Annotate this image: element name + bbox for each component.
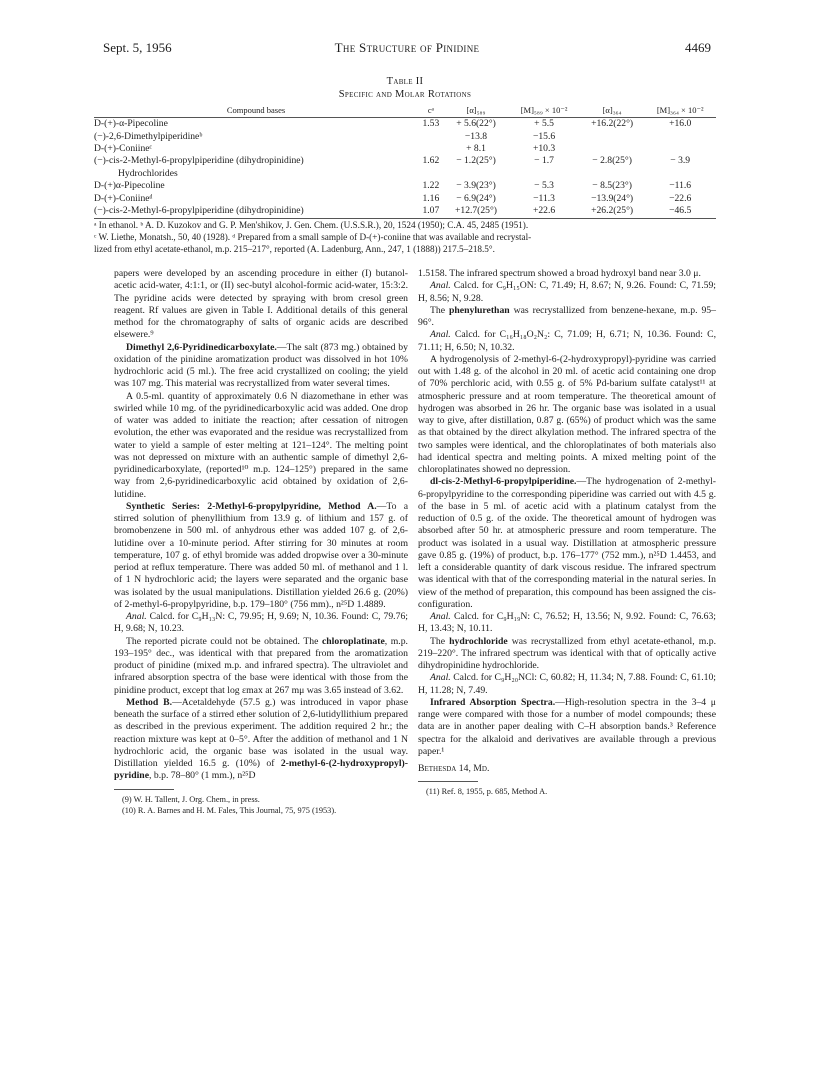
- section-heading: Synthetic Series: 2-Methyl-6-propylpyridine, Method A.: [126, 500, 377, 512]
- value-cell: 1.07: [422, 205, 440, 217]
- value-cell: [580, 143, 644, 155]
- paragraph: The reported picrate could not be obtained. The chloroplatinate, m.p. 193–195° dec., was identical with that prepared from the aromatization product of pinidine (mixed m.p. and infrared spectra). The ultraviolet and infrared absorption spectra of the base were identical with those from the pinidine product, except that log εmax at 267 mμ was 3.65 instead of 3.62.: [114, 635, 408, 696]
- paragraph: dl-cis-2-Methyl-6-propylpiperidine.—The hydrogenation of 2-methyl-6-propylpyridine to the corresponding piperidine was carried out with 4.5 g. of the base in 5 ml. of acetic acid with a platinum catalyst from the reduction of 0.5 g. of the oxide. The theoretical amount of hydrogen was absorbed after 50 hr. at atmospheric pressure and room temperature. The product was isolated in a usual way. Distillation at atmospheric pressure gave 0.85 g. (19%) of product, b.p. 176–177° (752 mm.), n²⁵D 1.4453, and left a considerable quantity of dark viscous residue. The infrared spectrum was identical with that of the corresponding material in the natural series. In view of the method of preparation, this compound has been assigned the cis-configuration.: [418, 476, 716, 610]
- paragraph: Anal. Calcd. for C₉H₁₉N: C, 76.52; H, 13.56; N, 9.92. Found: C, 76.63; H, 13.43; N, 10.11.: [418, 611, 716, 635]
- value-cell: 1.16: [422, 192, 440, 204]
- value-cell: 1.62: [422, 155, 440, 167]
- references: [418, 786, 716, 797]
- value-cell: −11.3: [533, 192, 555, 204]
- table-footnote: ᵃ In ethanol. ᵇ A. D. Kuzokov and G. P. Men'shikov, J. Gen. Chem. (U.S.S.R.), 20, 1524 (1950); C.A. 45, 2485 (1951).: [94, 220, 529, 231]
- compound-cell: D-(+)-α-Pipecoline: [94, 118, 168, 130]
- paragraph: Anal. Calcd. for C₁₆H₁₈O₂N₂: C, 71.09; H, 6.71; N, 10.36. Found: C, 71.11; H, 6.50; N, 10.32.: [418, 329, 716, 353]
- anal-label: Anal.: [430, 329, 451, 341]
- value-cell: − 3.9(23°): [456, 180, 496, 192]
- compound-cell: Hydrochlorides: [118, 167, 178, 179]
- paragraph: The hydrochloride was recrystallized from ethyl acetate-ethanol, m.p. 219–220°. The infrared spectrum was identical with that of optically active dihydropinidine hydrochloride.: [418, 635, 716, 671]
- page-number: 4469: [685, 40, 711, 55]
- compound-name: chloroplatinate: [321, 635, 385, 647]
- value-cell: −22.6: [669, 192, 692, 204]
- value-cell: +12.7(25°): [454, 205, 498, 217]
- reference: (10) R. A. Barnes and H. M. Fales, This Journal, 75, 975 (1953).: [122, 805, 337, 815]
- value-cell: + 8.1: [466, 143, 486, 155]
- value-cell: 1.53: [422, 118, 440, 130]
- value-cell: + 5.6(22°): [456, 118, 496, 130]
- table-row: [94, 155, 716, 167]
- value-cell: [418, 143, 444, 155]
- value-cell: [580, 131, 644, 143]
- table-row: [94, 205, 716, 217]
- value-cell: + 5.5: [534, 118, 554, 130]
- value-cell: −15.6: [532, 130, 556, 142]
- value-cell: +16.2(22°): [591, 118, 634, 130]
- paragraph: Infrared Absorption Spectra.—High-resolution spectra in the 3–4 μ range were compared with those for a number of model compounds; these data are in another paper dealing with C–H absorption bands.³ Reference spectra for the alkaloid and derivatives are available through a previous paper.¹: [418, 696, 717, 757]
- paragraph: The phenylurethan was recrystallized from benzene-hexane, m.p. 95–96°.: [418, 304, 716, 328]
- reference: (11) Ref. 8, 1955, p. 685, Method A.: [426, 787, 548, 797]
- table-row: [94, 131, 716, 143]
- value-cell: [418, 131, 444, 143]
- section-heading: Method B.: [126, 696, 173, 708]
- page-header: [103, 40, 711, 56]
- compound-name: phenylurethan: [449, 304, 510, 316]
- value-cell: 1.22: [422, 180, 440, 192]
- compound-cell: (−)-cis-2-Methyl-6-propylpiperidine (dihydropinidine): [94, 155, 304, 167]
- value-cell: +26.2(25°): [591, 205, 634, 217]
- value-cell: − 3.9: [670, 155, 691, 167]
- paragraph: A 0.5-ml. quantity of approximately 0.6 N diazomethane in ether was swirled while 10 mg. of the pyridinedicarboxylic acid was added. One drop of water was added to initiate the reaction; after cessation of nitrogen evolution, the ether was evaporated and the residue was recrystallized from water to yield a sample of ester melting at 121–124°. The melting point was not depressed on mixture with an authentic sample of dimethyl 2,6-pyridinedicarboxylate, (reported¹⁰ m.p. 124–125°) prepared in the same way from 2,6-pyridinedicarboxylic acid obtained by oxidation of 2,6-lutidine.: [114, 390, 408, 500]
- rotations-table-block: [94, 76, 716, 255]
- paragraph: 1.5158. The infrared spectrum showed a broad hydroxyl band near 3.0 μ.: [418, 268, 701, 279]
- table-row: [94, 193, 716, 205]
- left-column: [114, 268, 408, 816]
- anal-label: Anal.: [126, 611, 147, 622]
- value-cell: +22.6: [532, 205, 556, 217]
- paragraph: Dimethyl 2,6-Pyridinedicarboxylate.—The salt (873 mg.) obtained by oxidation of the pinidine aromatization product was dissolved in hot 10% hydrochloric acid (5 ml.). The free acid crystallized on cooling; the yield was 107 mg. This material was recrystallized from water several times.: [114, 341, 408, 390]
- paragraph: Synthetic Series: 2-Methyl-6-propylpyridine, Method A.—To a stirred solution of phenyllithium from 13.9 g. of lithium and 157 g. of bromobenzene in 500 ml. of anhydrous ether was added 107 g. of 2,6-lutidine over a 10-minute period. After stirring for 30 minutes at room temperature, 107 g. of ethyl bromide was added dropwise over a 30-minute period at reflux temperature. There was added 50 ml. of methanol and 1 l. of 1 N hydrochloric acid; the layers were separated and the organic base was isolated by the usual manipulations. Distillation yielded 26.6 g. (20%) of 2-methyl-6-propylpyridine, b.p. 179–180° (756 mm)., n²⁵D 1.4889.: [114, 500, 409, 610]
- author-address: Bethesda 14, Md.: [418, 763, 490, 774]
- column-header: cᵃ: [418, 104, 444, 118]
- value-cell: [644, 131, 716, 143]
- value-cell: −13.8: [464, 130, 488, 142]
- column-header: [M]₅₈₉ × 10⁻²: [508, 104, 580, 118]
- paragraph: A hydrogenolysis of 2-methyl-6-(2-hydroxypropyl)-pyridine was carried out with 1.48 g. of the alcohol in 20 ml. of acetic acid containing one drop of 70% perchloric acid, with 0.55 g. of 5% Pd-barium sulfate catalyst¹¹ at atmospheric pressure and at room temperature. The theoretical amount of hydrogen was absorbed in 26 hr. The organic base was isolated in a usual way to give, after distillation, 0.87 g. (65%) of product which was the same as that obtained by the direct alkylation method. The infrared spectra of the two samples were identical, and the chloroplatinates of both materials also had identical spectra and melting points. A mixed melting point of the chloroplatinates showed no depression.: [418, 353, 716, 475]
- table-footnote: lized from ethyl acetate-ethanol, m.p. 215–217°, reported (A. Ladenburg, Ann., 247, 1 (1888)) 217.5–218.5°.: [94, 243, 495, 254]
- value-cell: −13.9(24°): [591, 192, 634, 204]
- compound-name: 2-methyl-6-(2-hydroxypropyl)-pyridine: [114, 758, 408, 782]
- footnote-rule: [418, 781, 478, 782]
- footnote-rule: [114, 789, 174, 790]
- table-header-row: [94, 104, 716, 118]
- table-row: [94, 143, 716, 155]
- anal-label: Anal.: [430, 280, 451, 292]
- value-cell: − 1.7: [534, 155, 554, 167]
- value-cell: [580, 168, 644, 180]
- value-cell: −46.5: [669, 205, 692, 217]
- table-subtitle: Specific and Molar Rotations: [338, 89, 472, 101]
- reference: (9) W. H. Tallent, J. Org. Chem., in press.: [122, 794, 260, 804]
- paragraph: Anal. Calcd. for C₉H₁₃N: C, 79.95; H, 9.69; N, 10.36. Found: C, 79.76; H, 9.68; N, 10.23.: [114, 611, 408, 635]
- references: [114, 794, 408, 816]
- paragraph: Method B.—Acetaldehyde (57.5 g.) was introduced in vapor phase beneath the surface of a stirred ether solution of 2,6-lutidyllithium prepared as described in the previous experiment. The addition required 2 hr.; the reaction mixture was kept at 0–5°. After the addition of methanol and 1 N hydrochloric acid, the organic base was isolated in the usual way. Distillation yielded 16.5 g. (10%) of 2-methyl-6-(2-hydroxypropyl)-pyridine, b.p. 78–80° (1 mm.), n²⁵D: [114, 696, 408, 782]
- section-heading: dl-cis-2-Methyl-6-propylpiperidine.: [430, 476, 577, 488]
- issue-date: Sept. 5, 1956: [103, 40, 172, 55]
- compound-cell: (−)-2,6-Dimethylpiperidineᵇ: [94, 130, 203, 142]
- anal-label: Anal.: [430, 611, 451, 622]
- value-cell: +10.3: [532, 143, 556, 155]
- compound-name: hydrochloride: [449, 635, 508, 647]
- value-cell: [444, 168, 508, 180]
- value-cell: [418, 168, 444, 180]
- column-header: [α]₅₈₉: [444, 104, 508, 118]
- table-title: Table II: [386, 76, 424, 87]
- value-cell: [644, 143, 716, 155]
- column-header: [M]₃₆₄ × 10⁻²: [644, 104, 716, 118]
- paragraph: Anal. Calcd. for C₉H₂₀NCl: C, 60.82; H, 11.34; N, 7.88. Found: C, 61.10; H, 11.28; N, 7.49.: [418, 672, 716, 696]
- value-cell: − 2.8(25°): [592, 155, 632, 167]
- compound-cell: D-(+)-Coniineᵈ: [94, 192, 153, 204]
- running-title: The Structure of Pinidine: [334, 40, 480, 55]
- compound-cell: D-(+)α-Pipecoline: [94, 180, 165, 192]
- table-footnotes: [94, 218, 716, 255]
- column-header: Compound bases: [94, 104, 418, 118]
- rotations-table: [94, 104, 716, 218]
- value-cell: [644, 168, 716, 180]
- section-heading: Infrared Absorption Spectra.: [430, 696, 556, 708]
- value-cell: − 5.3: [534, 180, 554, 192]
- value-cell: −11.6: [669, 180, 692, 192]
- table-footnote: ᶜ W. Liethe, Monatsh., 50, 40 (1928). ᵈ Prepared from a small sample of D-(+)-coniine that was available and recrystal-: [94, 232, 532, 243]
- value-cell: − 8.5(23°): [592, 180, 632, 192]
- value-cell: − 1.2(25°): [456, 155, 496, 167]
- table-row: [94, 180, 716, 192]
- section-heading: Dimethyl 2,6-Pyridinedicarboxylate.: [126, 341, 277, 353]
- table-row: [94, 118, 716, 131]
- column-header: [α]₃₆₄: [580, 104, 644, 118]
- paragraph: Anal. Calcd. for C₉H₁₅ON: C, 71.49; H, 8.67; N, 9.26. Found: C, 71.59; H, 8.56; N, 9.28.: [418, 280, 716, 304]
- compound-cell: D-(+)-Coniineᶜ: [94, 143, 152, 155]
- table-row: [94, 168, 716, 180]
- value-cell: [508, 168, 580, 180]
- value-cell: +16.0: [669, 118, 692, 130]
- anal-label: Anal.: [430, 672, 451, 684]
- compound-cell: (−)-cis-2-Methyl-6-propylpiperidine (dihydropinidine): [94, 205, 304, 217]
- value-cell: − 6.9(24°): [456, 192, 496, 204]
- paragraph: papers were developed by an ascending procedure in either (I) butanol-acetic acid-water, 4:1:1, or (II) sec-butyl alcohol-formic acid-water, 15:3:2. The pyridine acids were detected by spraying with brom cresol green reagent. Rf values are given in Table I. Additional details of this general method for the chromatography of salts of organic acids are described elsewere.⁹: [114, 268, 408, 341]
- right-column: [418, 268, 716, 797]
